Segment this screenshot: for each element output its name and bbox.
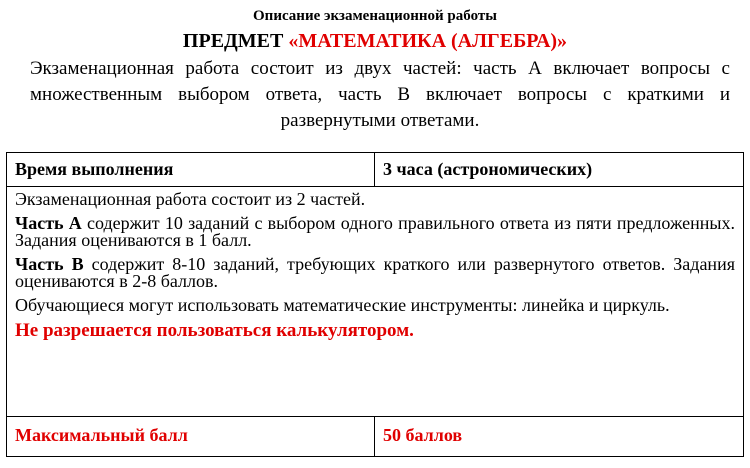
- part-b-label: Часть В: [15, 254, 84, 274]
- description-cell: [7, 187, 744, 417]
- tools-text: Обучающиеся могут использовать математические инструменты: линейка и циркуль.: [15, 295, 670, 315]
- score-row: [7, 417, 744, 457]
- document-heading: Описание экзаменационной работы: [253, 8, 497, 24]
- subject-name: «МАТЕМАТИКА (АЛГЕБРА)»: [288, 30, 568, 52]
- part-b-text: содержит 8-10 заданий, требующих краткого или развернутого ответов. Задания оцениваются в 2-8 баллов.: [15, 254, 735, 291]
- time-label-cell: Время выполнения: [7, 153, 375, 187]
- time-row: [7, 153, 744, 187]
- part-a-text: содержит 10 заданий с выбором одного правильного ответа из пяти предложенных. Задания оцениваются в 1 балл.: [15, 213, 735, 250]
- score-label-cell: Максимальный балл: [7, 417, 375, 457]
- subject-title: [0, 30, 750, 53]
- part-b-paragraph: [15, 256, 735, 290]
- intro-paragraph: Экзаменационная работа состоит из двух частей: часть А включает вопросы с множественным выбором ответа, часть В включает вопросы с краткими и развернутыми ответами.: [30, 58, 730, 131]
- time-value-cell: 3 часа (астрономических): [375, 153, 744, 187]
- description-row: [7, 187, 744, 417]
- score-value-cell: 50 баллов: [375, 417, 744, 457]
- exam-info-table: [6, 152, 744, 457]
- part-a-label: Часть А: [15, 213, 82, 233]
- part-a-paragraph: [15, 215, 735, 249]
- calculator-warning: Не разрешается пользоваться калькулятором.: [15, 320, 414, 341]
- subject-prefix: ПРЕДМЕТ: [182, 30, 289, 52]
- structure-text: Экзаменационная работа состоит из 2 частей.: [15, 189, 366, 209]
